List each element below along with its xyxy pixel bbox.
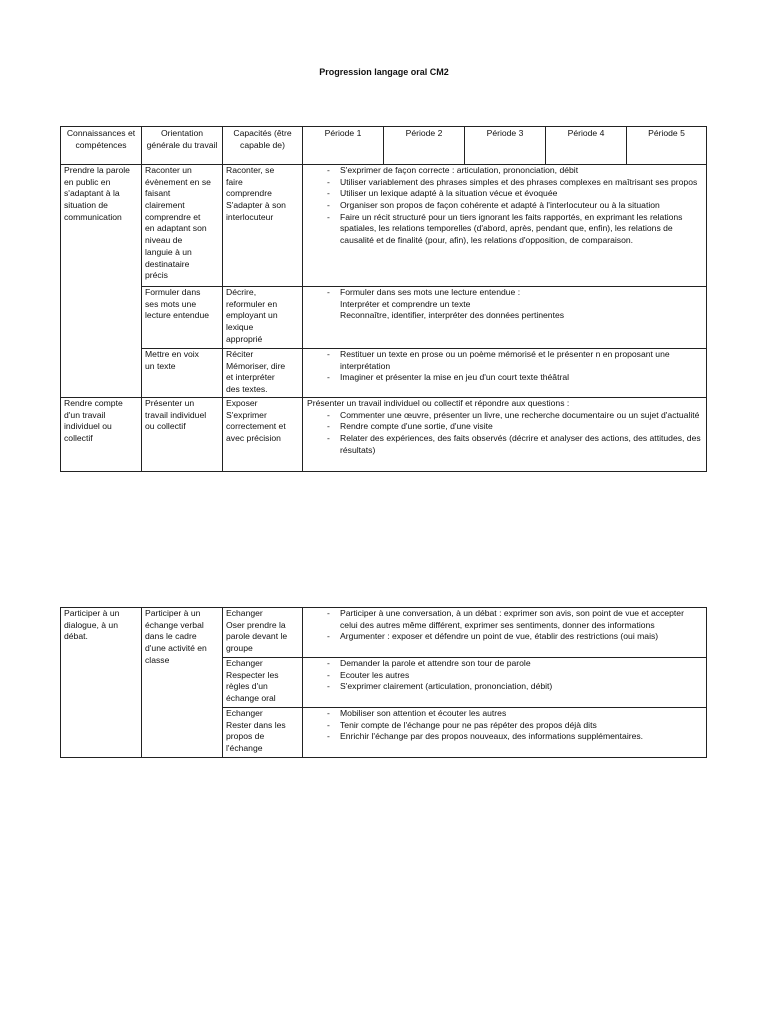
- list-item: - Participer à une conversation, à un débat : exprimer son avis, son point de vue et accepter celui des autres même différent, exprimer ses sentiments, donner des informations: [307, 608, 702, 631]
- capacite-decrire: Décrire, reformuler en employant un lexique approprié: [223, 287, 303, 349]
- list-item: - Imaginer et présenter la mise en jeu d'un court texte théâtral: [307, 372, 702, 384]
- orientation-formuler: Formuler dans ses mots une lecture entendue: [142, 287, 223, 349]
- progression-table-2: [60, 607, 707, 758]
- capacite-reciter: Réciter Mémoriser, dire et interpréter des textes.: [223, 349, 303, 398]
- header-orientation: Orientation générale du travail: [142, 127, 223, 165]
- list-item: - Utiliser un lexique adapté à la situation vécue et évoquée: [307, 188, 702, 200]
- table-row: [61, 398, 707, 472]
- table-row: [61, 349, 707, 398]
- list-item: - S'exprimer de façon correcte : articulation, prononciation, débit: [307, 165, 702, 177]
- list-item: - Tenir compte de l'échange pour ne pas répéter des propos déjà dits: [307, 720, 702, 732]
- bullet-list: [307, 349, 702, 384]
- list-item: - Argumenter : exposer et défendre un point de vue, établir des restrictions (oui mais): [307, 631, 702, 643]
- table-row: [61, 608, 707, 658]
- list-subitem: Reconnaître, identifier, interpréter des données pertinentes: [340, 310, 565, 321]
- list-item: - Relater des expériences, des faits observés (décrire et analyser des actions, des attitudes, des résultats): [307, 433, 702, 456]
- content-cell: [303, 287, 707, 349]
- bullet-list: [307, 658, 702, 693]
- competence-rendre-compte: Rendre compte d'un travail individuel ou collectif: [61, 398, 142, 472]
- competence-prendre-parole: Prendre la parole en public en s'adaptant à la situation de communication: [61, 165, 142, 398]
- header-row: [61, 127, 707, 165]
- progression-table-1: [60, 126, 707, 472]
- bullet-list: [307, 165, 702, 247]
- content-cell: [303, 658, 707, 708]
- list-subitem: Interpréter et comprendre un texte: [340, 298, 471, 309]
- orientation-mettre-en-voix: Mettre en voix un texte: [142, 349, 223, 398]
- header-periode-3: Période 3: [465, 127, 546, 165]
- bullet-list: [307, 410, 702, 457]
- header-periode-4: Période 4: [546, 127, 627, 165]
- table-row: [61, 165, 707, 287]
- content-cell: [303, 165, 707, 287]
- orientation-presenter: Présenter un travail individuel ou collectif: [142, 398, 223, 472]
- capacite-exposer: Exposer S'exprimer correctement et avec précision: [223, 398, 303, 472]
- bullet-list: [307, 608, 702, 643]
- list-item: - Formuler dans ses mots une lecture entendue :: [307, 287, 702, 299]
- header-periode-5: Période 5: [627, 127, 707, 165]
- page-title: Progression langage oral CM2: [319, 67, 449, 77]
- capacite-oser-prendre-parole: Echanger Oser prendre la parole devant le groupe: [223, 608, 303, 658]
- list-item: - Mobiliser son attention et écouter les autres: [307, 708, 702, 720]
- orientation-raconter: Raconter un évènement en se faisant clairement comprendre et en adaptant son niveau de languie à un destinataire précis: [142, 165, 223, 287]
- list-item: - Restituer un texte en prose ou un poème mémorisé et le présenter n en proposant une interprétation: [307, 349, 702, 372]
- bullet-list: [307, 287, 702, 299]
- list-item: - Ecouter les autres: [307, 670, 702, 682]
- list-item: - S'exprimer clairement (articulation, prononciation, débit): [307, 681, 702, 693]
- competence-participer-dialogue: Participer à un dialogue, à un débat.: [61, 608, 142, 758]
- header-competences: Connaissances et compétences: [61, 127, 142, 165]
- header-periode-1: Période 1: [303, 127, 384, 165]
- list-item: - Faire un récit structuré pour un tiers ignorant les faits rapportés, en exprimant les relations spatiales, les relations temporelles (d'abord, après, pendant que, enfin), les relations de causalité et de finalité (pour, afin), les relations d'opposition, de comparaison.: [307, 212, 702, 247]
- table-row: [61, 287, 707, 349]
- capacite-respecter-regles: Echanger Respecter les règles d'un échange oral: [223, 658, 303, 708]
- header-capacites: Capacités (être capable de): [223, 127, 303, 165]
- list-item: - Utiliser variablement des phrases simples et des phrases complexes en maîtrisant ses propos: [307, 177, 702, 189]
- bullet-list: [307, 708, 702, 743]
- list-item: - Enrichir l'échange par des propos nouveaux, des informations supplémentaires.: [307, 731, 702, 743]
- header-periode-2: Période 2: [384, 127, 465, 165]
- content-cell: [303, 708, 707, 758]
- list-item: - Commenter une œuvre, présenter un livre, une recherche documentaire ou un sujet d'actualité: [307, 410, 702, 422]
- capacite-rester-propos: Echanger Rester dans les propos de l'échange: [223, 708, 303, 758]
- orientation-participer-echange: Participer à un échange verbal dans le cadre d'une activité en classe: [142, 608, 223, 758]
- list-item: - Organiser son propos de façon cohérente et adapté à l'interlocuteur ou à la situation: [307, 200, 702, 212]
- list-item: - Demander la parole et attendre son tour de parole: [307, 658, 702, 670]
- content-cell: [303, 608, 707, 658]
- content-cell: [303, 398, 707, 472]
- capacite-raconter: Raconter, se faire comprendre S'adapter à son interlocuteur: [223, 165, 303, 287]
- content-intro: Présenter un travail individuel ou collectif et répondre aux questions :: [307, 398, 570, 408]
- content-cell: [303, 349, 707, 398]
- list-item: - Rendre compte d'une sortie, d'une visite: [307, 421, 702, 433]
